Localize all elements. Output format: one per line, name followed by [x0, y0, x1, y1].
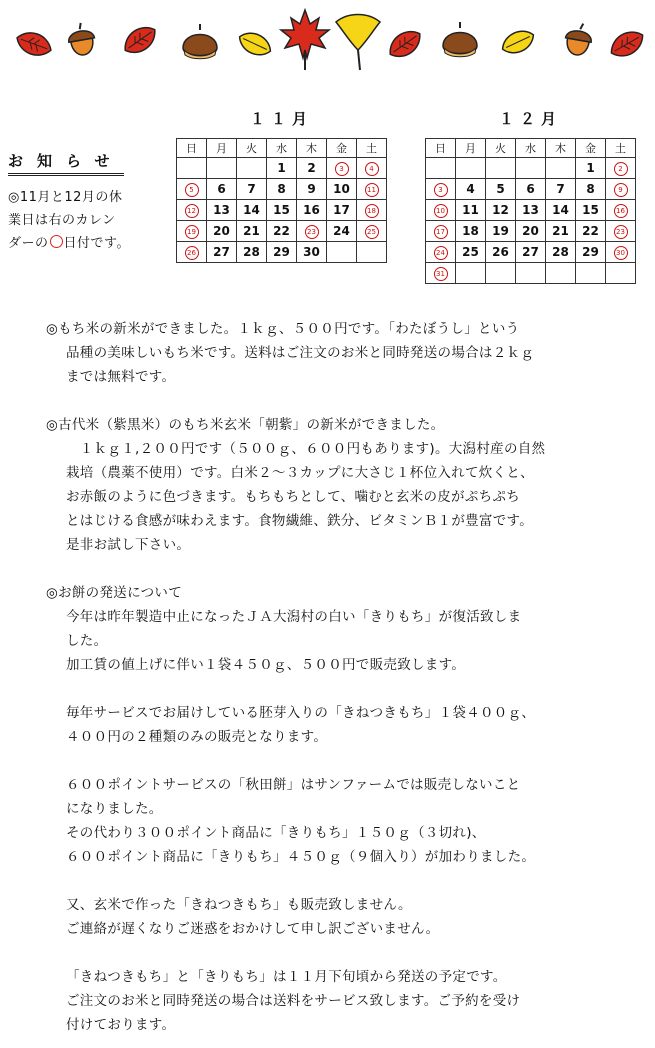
section-mochigome [46, 317, 651, 389]
calendar-week [426, 221, 636, 242]
calendar-day [486, 158, 516, 179]
holiday-day: 31 [434, 267, 448, 281]
calendar-day: 20 [207, 221, 237, 242]
calendar-day [426, 263, 456, 284]
calendar-day: 6 [516, 179, 546, 200]
calendar-day [177, 221, 207, 242]
calendar-day [546, 158, 576, 179]
weekday-header: 金 [327, 139, 357, 158]
text-line: になりました。 [66, 801, 163, 817]
red-leaf-icon [384, 25, 426, 63]
calendar-grid [425, 138, 636, 284]
calendar-day: 1 [267, 158, 297, 179]
calendar-day: 11 [456, 200, 486, 221]
weekday-header: 月 [207, 139, 237, 158]
text-line: ４００円の２種類のみの販売となります。 [66, 729, 328, 745]
notice-body [8, 186, 163, 255]
calendar-november [176, 110, 387, 263]
calendar-day: 17 [327, 200, 357, 221]
calendar-day: 4 [456, 179, 486, 200]
calendar-day [177, 242, 207, 263]
calendar-day: 1 [576, 158, 606, 179]
calendar-day: 8 [267, 179, 297, 200]
calendar-day: 9 [297, 179, 327, 200]
text-line: その代わり３００ポイント商品に「きりもち」１５０ｇ（３切れ)、 [66, 825, 486, 841]
text-line: 品種の美味しいもち米です。送料はご注文のお米と同時発送の場合は２ｋｇ [66, 345, 535, 361]
calendar-day [456, 263, 486, 284]
text-line: ◎古代米（紫黒米）のもち米玄米「朝紫」の新米ができました。 [46, 417, 445, 433]
section-heading: ◎お餅の発送について [46, 585, 183, 601]
calendar-day [426, 242, 456, 263]
section-kodaimai [46, 413, 651, 557]
calendar-day: 26 [486, 242, 516, 263]
calendar-day: 7 [546, 179, 576, 200]
text-line: 栽培（農薬不使用）です。白米２～３カップに大さじ１杯位入れて炊くと、 [66, 465, 534, 481]
text-line: とはじける食感が味わえます。食物繊維、鉄分、ビタミンＢ１が豊富です。 [66, 513, 534, 529]
calendar-day: 18 [456, 221, 486, 242]
calendar-day [357, 221, 387, 242]
red-leaf-icon [13, 28, 54, 60]
notice-block [8, 150, 163, 255]
red-circle-icon [50, 235, 63, 248]
chestnut-icon [183, 24, 217, 59]
calendar-title: １１月 [249, 110, 313, 128]
ginkgo-leaf-icon [336, 15, 380, 71]
calendar-day [297, 221, 327, 242]
calendar-day: 14 [237, 200, 267, 221]
holiday-day: 16 [614, 204, 628, 218]
holiday-day: 10 [434, 204, 448, 218]
calendar-day: 28 [237, 242, 267, 263]
text-line: した。 [66, 633, 108, 649]
holiday-day: 26 [185, 246, 199, 260]
holiday-day: 12 [185, 204, 199, 218]
text-line: 今年は昨年製造中止になったＪＡ大潟村の白い「きりもち」が復活致しま [66, 609, 522, 625]
text-line: ◎もち米の新米ができました。１ｋｇ、５００円です。「わたぼうし」という [46, 321, 520, 337]
text-line: 是非お試し下さい。 [66, 537, 191, 553]
omochi-block [46, 965, 651, 1037]
calendar-day: 19 [486, 221, 516, 242]
weekday-header: 水 [516, 139, 546, 158]
omochi-block [46, 701, 651, 749]
calendar-week [426, 158, 636, 179]
acorn-icon [66, 21, 97, 57]
calendar-title: １２月 [498, 110, 562, 128]
calendar-day: 27 [516, 242, 546, 263]
text-line: ６００ポイントサービスの「秋田餅」はサンファームでは販売しないこと [66, 777, 521, 793]
calendar-day [606, 158, 636, 179]
weekday-header: 土 [357, 139, 387, 158]
calendar-week [177, 158, 387, 179]
calendar-day: 10 [327, 179, 357, 200]
calendar-day [606, 221, 636, 242]
calendar-grid [176, 138, 387, 263]
calendar-day: 22 [267, 221, 297, 242]
holiday-day: 23 [305, 225, 319, 239]
holiday-day: 3 [335, 162, 349, 176]
calendar-week [177, 200, 387, 221]
yellow-leaf-icon [235, 28, 274, 60]
weekday-header: 木 [297, 139, 327, 158]
holiday-day: 23 [614, 225, 628, 239]
autumn-decoration-row [0, 0, 655, 80]
calendar-day: 15 [267, 200, 297, 221]
acorn-icon [563, 21, 594, 57]
calendar-day [576, 263, 606, 284]
red-leaf-icon [119, 21, 161, 59]
calendar-day [237, 158, 267, 179]
calendar-day: 16 [297, 200, 327, 221]
calendar-day: 13 [207, 200, 237, 221]
weekday-header: 日 [177, 139, 207, 158]
calendar-day: 21 [546, 221, 576, 242]
holiday-day: 17 [434, 225, 448, 239]
weekday-header: 木 [546, 139, 576, 158]
weekday-header: 日 [426, 139, 456, 158]
calendar-day [426, 158, 456, 179]
calendar-day: 21 [237, 221, 267, 242]
holiday-day: 5 [185, 183, 199, 197]
calendar-day: 29 [267, 242, 297, 263]
calendar-day [516, 263, 546, 284]
holiday-day: 18 [365, 204, 379, 218]
calendar-day: 8 [576, 179, 606, 200]
calendar-day: 15 [576, 200, 606, 221]
text-line: ６００ポイント商品に「きりもち」４５０ｇ（９個入り）が加わりました。 [66, 849, 536, 865]
notice-line-part: ダーの [8, 236, 49, 251]
calendar-week [177, 242, 387, 263]
text-line: までは無料です。 [66, 369, 176, 385]
weekday-header: 火 [237, 139, 267, 158]
calendar-day [606, 263, 636, 284]
calendar-day [456, 158, 486, 179]
text-line: 加工賃の値上げに伴い１袋４５０ｇ、５００円で販売致します。 [66, 657, 466, 673]
text-line: １ｋｇ１,２００円です（５００ｇ、６００円もあります)。大潟村産の自然 [66, 441, 546, 457]
calendar-day: 12 [486, 200, 516, 221]
calendar-day: 5 [486, 179, 516, 200]
calendar-day [177, 200, 207, 221]
calendar-day: 7 [237, 179, 267, 200]
announcements [46, 317, 651, 1037]
text-line: 付けております。 [66, 1017, 176, 1033]
notice-title: お知らせ [8, 150, 124, 176]
section-omochi [46, 581, 651, 1037]
calendar-day [516, 158, 546, 179]
notice-line: 業日は右のカレン [8, 213, 116, 228]
calendar-day [546, 263, 576, 284]
holiday-day: 25 [365, 225, 379, 239]
calendar-day [426, 179, 456, 200]
holiday-day: 19 [185, 225, 199, 239]
omochi-block [46, 893, 651, 941]
calendar-day [357, 200, 387, 221]
weekday-header: 火 [486, 139, 516, 158]
calendar-day [606, 179, 636, 200]
text-line: 毎年サービスでお届けしている胚芽入りの「きねつきもち」１袋４００ｇ、 [66, 705, 536, 721]
holiday-day: 24 [434, 246, 448, 260]
calendar-week [426, 179, 636, 200]
calendar-week [426, 200, 636, 221]
calendar-day [357, 179, 387, 200]
text-line: お赤飯のように色づきます。もちもちとして、噛むと玄米の皮がぷちぷち [66, 489, 521, 505]
text-line: 又、玄米で作った「きねつきもち」も販売致しません。 [66, 897, 412, 913]
text-line: ご注文のお米と同時発送の場合は送料をサービス致します。ご予約を受け [66, 993, 521, 1009]
calendar-day: 25 [456, 242, 486, 263]
calendar-day [177, 179, 207, 200]
calendar-week [426, 242, 636, 263]
calendar-day [426, 221, 456, 242]
maple-leaf-icon [281, 10, 329, 70]
notice-line-part: 日付です。 [63, 236, 130, 251]
calendar-day [357, 242, 387, 263]
holiday-day: 9 [614, 183, 628, 197]
calendar-day [486, 263, 516, 284]
text-line: ご連絡が遅くなりご迷惑をおかけして申し訳ございません。 [66, 921, 440, 937]
holiday-day: 4 [365, 162, 379, 176]
calendar-day: 14 [546, 200, 576, 221]
calendar-day: 22 [576, 221, 606, 242]
calendar-day: 29 [576, 242, 606, 263]
holiday-day: 3 [434, 183, 448, 197]
calendar-week [426, 263, 636, 284]
calendar-day [357, 158, 387, 179]
calendar-day: 2 [297, 158, 327, 179]
holiday-day: 30 [614, 246, 628, 260]
red-leaf-icon [606, 26, 648, 62]
text-line: 「きねつきもち」と「きりもち」は１１月下旬頃から発送の予定です。 [66, 969, 507, 985]
calendar-day [426, 200, 456, 221]
omochi-block [46, 605, 651, 677]
notice-line: ◎11月と12月の休 [8, 190, 123, 205]
calendar-week [177, 221, 387, 242]
weekday-header: 土 [606, 139, 636, 158]
calendar-day [606, 242, 636, 263]
calendar-december [425, 110, 636, 284]
yellow-leaf-icon [498, 26, 537, 58]
omochi-block [46, 773, 651, 869]
chestnut-icon [443, 22, 477, 57]
holiday-day: 11 [365, 183, 379, 197]
weekday-header: 月 [456, 139, 486, 158]
calendar-day: 27 [207, 242, 237, 263]
calendar-day [327, 242, 357, 263]
calendar-day: 30 [297, 242, 327, 263]
calendar-day: 20 [516, 221, 546, 242]
holiday-day: 2 [614, 162, 628, 176]
calendar-day [327, 158, 357, 179]
calendar-day: 6 [207, 179, 237, 200]
calendar-day: 13 [516, 200, 546, 221]
calendar-day [606, 200, 636, 221]
calendar-day: 28 [546, 242, 576, 263]
calendar-day [207, 158, 237, 179]
calendar-day: 24 [327, 221, 357, 242]
weekday-header: 水 [267, 139, 297, 158]
notice-line [8, 232, 163, 255]
weekday-header: 金 [576, 139, 606, 158]
calendar-day [177, 158, 207, 179]
calendar-week [177, 179, 387, 200]
